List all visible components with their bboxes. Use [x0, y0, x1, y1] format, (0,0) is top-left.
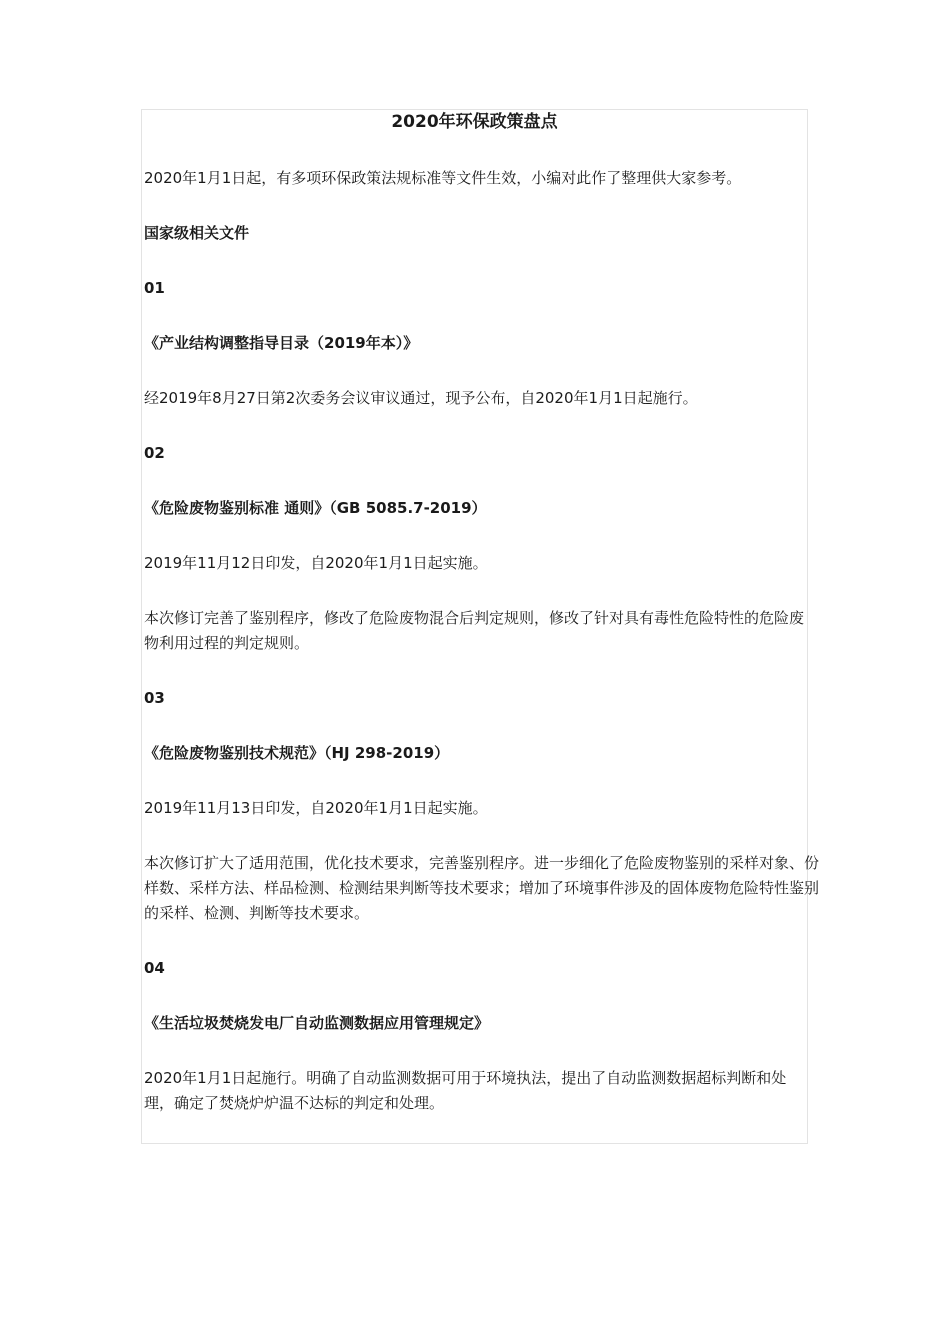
section-heading: 国家级相关文件 — [144, 224, 250, 242]
item-title: 《产业结构调整指导目录（2019年本）》 — [144, 334, 419, 352]
item-title: 《危险废物鉴别标准 通则》（GB 5085.7-2019） — [144, 499, 487, 517]
item-paragraph: 经2019年8月27日第2次委务会议审议通过，现予公布，自2020年1月1日起施行。 — [144, 389, 698, 407]
item-paragraph: 本次修订完善了鉴别程序，修改了危险废物混合后判定规则，修改了针对具有毒性危险特性的危险废物利用过程的判定规则。 — [144, 609, 805, 652]
item-paragraph: 本次修订扩大了适用范围，优化技术要求，完善鉴别程序。进一步细化了危险废物鉴别的采样对象、份样数、采样方法、样品检测、检测结果判断等技术要求；增加了环境事件涉及的固体废物危险特性鉴别的采样、检测、判断等技术要求。 — [144, 854, 820, 922]
item-paragraph: 2020年1月1日起施行。明确了自动监测数据可用于环境执法，提出了自动监测数据超标判断和处理，确定了焚烧炉炉温不达标的判定和处理。 — [144, 1069, 787, 1112]
item-number: 03 — [144, 689, 165, 707]
item-paragraph: 2019年11月13日印发，自2020年1月1日起实施。 — [144, 799, 488, 817]
item-number: 02 — [144, 444, 165, 462]
item-title: 《危险废物鉴别技术规范》（HJ 298-2019） — [144, 744, 450, 762]
item-paragraph: 2019年11月12日印发，自2020年1月1日起实施。 — [144, 554, 488, 572]
intro-paragraph: 2020年1月1日起，有多项环保政策法规标准等文件生效，小编对此作了整理供大家参考。 — [144, 169, 742, 187]
page-title: 2020年环保政策盘点 — [391, 112, 558, 132]
item-title: 《生活垃圾焚烧发电厂自动监测数据应用管理规定》 — [144, 1014, 490, 1032]
item-number: 01 — [144, 279, 165, 297]
item-number: 04 — [144, 959, 165, 977]
